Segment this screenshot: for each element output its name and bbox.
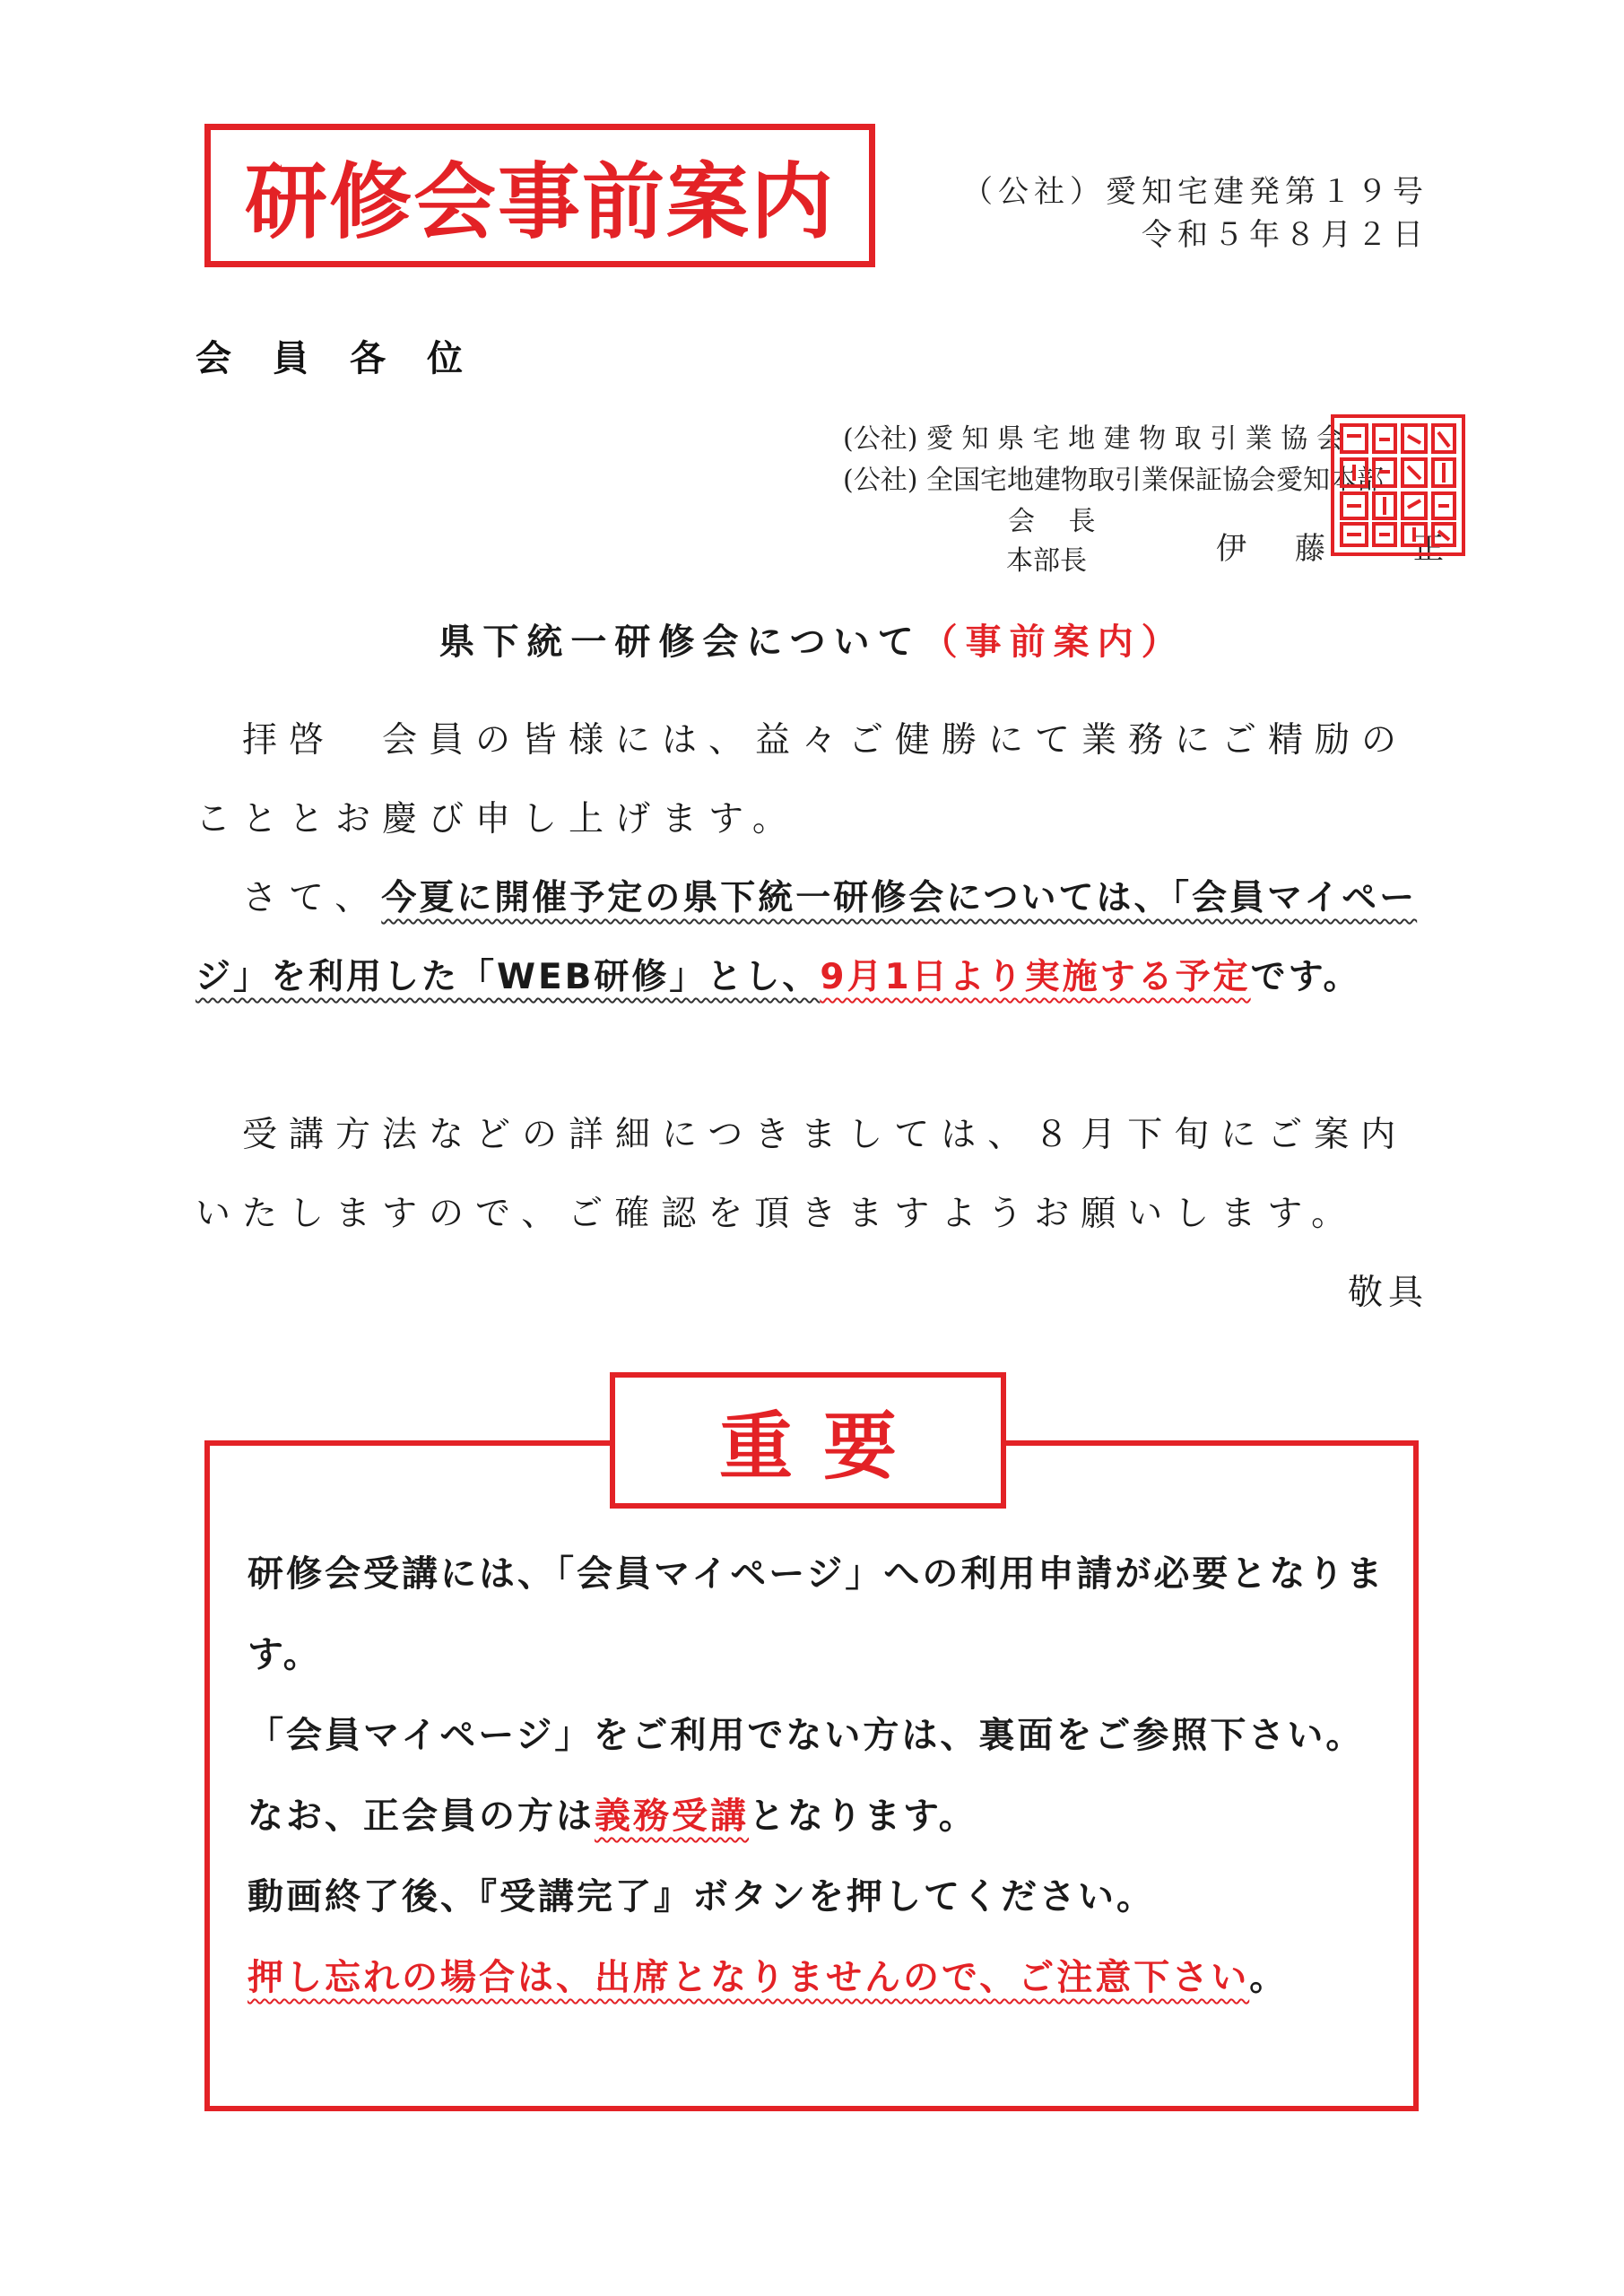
subject-main: 県下統一研修会について <box>439 622 922 663</box>
announcement-tail: です。 <box>1250 957 1361 997</box>
addressee: 会員各位 <box>195 338 504 379</box>
announcement-lead: さて、 <box>242 878 382 918</box>
announcement-date: 9月1日より実施する予定 <box>820 957 1251 997</box>
important-heading-box <box>610 1372 1006 1509</box>
notice-line-mypage: 「会員マイページ」をご利用でない方は、裏面をご参照下さい。 <box>248 1715 1365 1756</box>
notice-mandatory-term: 義務受講 <box>595 1796 749 1837</box>
seal-glyphs <box>1334 418 1462 552</box>
sender-title-director: 本部長 <box>1006 545 1087 577</box>
notice-line-complete-button: 動画終了後、『受講完了』ボタンを押してください。 <box>248 1876 1155 1918</box>
sender-title-president: 会 長 <box>1008 506 1108 537</box>
closing-phrase: 敬具 <box>1347 1273 1429 1313</box>
notice-mandatory-tail: となります。 <box>749 1796 977 1837</box>
notice-mandatory-lead: なお、正会員の方は <box>248 1796 595 1837</box>
notice-line-warning <box>248 1937 1386 2018</box>
document-reference <box>962 170 1429 257</box>
greeting-paragraph: 拝啓 会員の皆様には、益々ご健勝にて業務にご精励のこととお慶び申し上げます。 <box>195 720 1409 839</box>
important-notice-body <box>248 1534 1386 2018</box>
subject-line <box>0 613 1624 665</box>
document-number: （公社）愛知宅建発第１９号 <box>962 174 1429 210</box>
title-banner <box>204 124 875 267</box>
announcement-paragraph <box>195 859 1451 1017</box>
official-seal <box>1331 414 1465 556</box>
notice-line-application: 研修会受講には、「会員マイページ」への利用申請が必要となります。 <box>248 1553 1385 1675</box>
notice-warning-tail: 。 <box>1249 1957 1289 1998</box>
subject-tag: （事前案内） <box>921 622 1185 663</box>
document-date: 令和５年８月２日 <box>1142 217 1429 253</box>
notice-warning-text: 押し忘れの場合は、出席となりませんので、ご注意下さい <box>248 1957 1250 1998</box>
details-paragraph: 受講方法などの詳細につきましては、８月下旬にご案内いたしますので、ご確認を頂きますようお願いします。 <box>195 1115 1408 1234</box>
banner-title: 研修会事前案内 <box>244 154 835 250</box>
announcement-underlined: 今夏に開催予定の県下統一研修会については、「会員マイページ」を利用した「WEB研修」とし、 <box>195 878 1418 997</box>
notice-line-mandatory <box>248 1776 1386 1857</box>
sender-org-1: (公社) 愛 知 県 宅 地 建 物 取 引 業 協 会 <box>843 423 1343 455</box>
important-heading: 重要 <box>718 1404 927 1490</box>
sender-name: 伊 藤 正 <box>1216 531 1453 567</box>
sender-org-2: (公社) 全国宅地建物取引業保証協会愛知本部 <box>843 465 1384 496</box>
